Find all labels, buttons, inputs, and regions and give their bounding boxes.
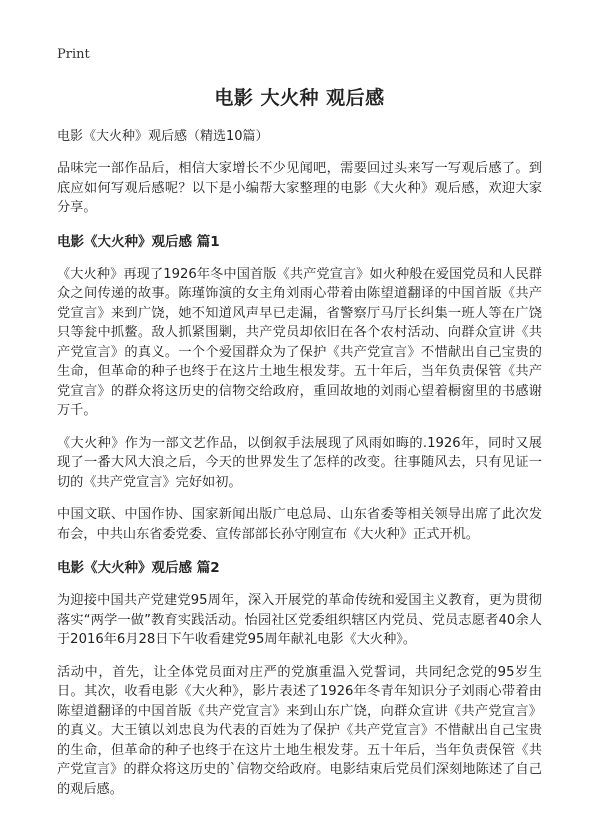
section-1-paragraph-1: 《大火种》再现了1926年冬中国首版《共产党宣言》如火种般在爱国党员和人民群众之间传递的故事。陈瑾饰演的女主角刘雨心带着由陈望道翻译的中国首版《共产党宣言》来到广饶，她不知道风声早已走漏，省警察厅马厅长纠集一班人等在广饶只等瓮中抓鳖。敌人抓紧围剿，共产党员却依旧在各个农村活动、向群众宣讲《共产党宣言》的真义。一个个爱国群众为了保护《共产党宣言》不惜献出自己宝贵的生命，但革命的种子也终于在这片土地生根发芽。五十年后，当年负责保管《共产党宣言》的群众将这历史的信物交给政府，重回故地的刘雨心望着橱窗里的书感谢万千。 [57,266,542,418]
section-1-paragraph-3: 中国文联、中国作协、国家新闻出版广电总局、山东省委等相关领导出席了此次发布会，中共山东省委党委、宣传部部长孙守刚宣布《大火种》正式开机。 [57,507,542,542]
page-title: 电影 大火种 观后感 [214,87,385,109]
section-2-paragraph-2: 活动中，首先，让全体党员面对庄严的党旗重温入党誓词，共同纪念党的95岁生日。其次，收看电影《大火种》，影片表述了1926年冬青年知识分子刘雨心带着由陈望道翻译的中国首版《共产党宣言》来到山东广饶，向群众宣讲《共产党宣言》的真义。大王镇以刘忠良为代表的百姓为了保护《共产党宣言》不惜献出自己宝贵的生命，但革命的种子也终于在这片土地生根发芽。五十年后，当年负责保管《共产党宣言》的群众将这历史的`信物交给政府。电影结束后党员们深刻地陈述了自己的观后感。 [57,664,542,797]
article-subtitle: 电影《大火种》观后感（精选10篇） [57,129,269,144]
section-1-paragraph-2: 《大火种》作为一部文艺作品，以倒叙手法展现了风雨如晦的.1926年，同时又展现了一番大风大浪之后，今天的世界发生了怎样的改变。往事随风去，只有见证一切的《共产党宣言》完好如初。 [57,435,542,490]
intro-paragraph: 品味完一部作品后，相信大家增长不少见闻吧，需要回过头来写一写观后感了。到底应如何写观后感呢？以下是小编帮大家整理的电影《大火种》观后感，欢迎大家分享。 [57,161,542,215]
section-heading-2: 电影《大火种》观后感 篇2 [57,560,220,576]
print-link[interactable]: Print [57,47,90,62]
section-2-paragraph-1: 为迎接中国共产党建党95周年，深入开展党的革命传统和爱国主义教育，更为贯彻落实“两学一做”教育实践活动。怡园社区党委组织辖区内党员、党员志愿者40余人于2016年6月28日下午收看建党95周年献礼电影《大火种》。 [57,593,542,647]
section-heading-1: 电影《大火种》观后感 篇1 [57,233,220,250]
